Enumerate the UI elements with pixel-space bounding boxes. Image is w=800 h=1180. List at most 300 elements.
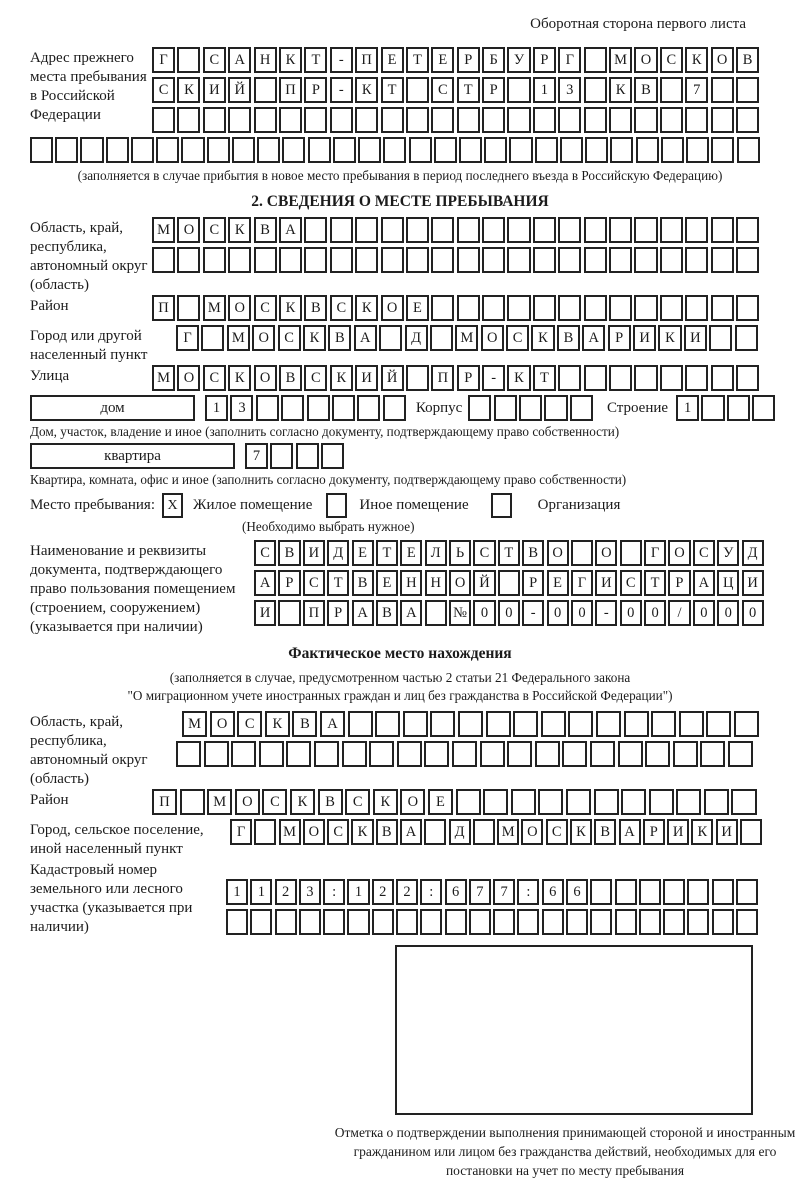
grid-cell[interactable]: И: [716, 819, 738, 845]
grid-cell[interactable]: [177, 47, 200, 73]
grid-cell[interactable]: [254, 247, 277, 273]
grid-cell[interactable]: №: [449, 600, 471, 626]
grid-cell[interactable]: [544, 395, 567, 421]
grid-cell[interactable]: 0: [498, 600, 520, 626]
grid-cell[interactable]: О: [668, 540, 690, 566]
grid-cell[interactable]: Й: [381, 365, 404, 391]
grid-cell[interactable]: [620, 540, 642, 566]
grid-cell[interactable]: [383, 395, 406, 421]
grid-cell[interactable]: Т: [457, 77, 480, 103]
grid-cell[interactable]: [594, 789, 619, 815]
grid-cell[interactable]: [609, 107, 632, 133]
grid-cell[interactable]: [660, 247, 683, 273]
grid-cell[interactable]: [709, 325, 732, 351]
grid-cell[interactable]: [355, 217, 378, 243]
grid-cell[interactable]: [596, 711, 621, 737]
grid-cell[interactable]: [177, 295, 200, 321]
grid-cell[interactable]: [397, 741, 422, 767]
grid-cell[interactable]: [651, 711, 676, 737]
grid-cell[interactable]: [704, 789, 729, 815]
grid-cell[interactable]: О: [547, 540, 569, 566]
grid-cell[interactable]: К: [303, 325, 326, 351]
grid-cell[interactable]: [585, 137, 608, 163]
grid-cell[interactable]: [482, 107, 505, 133]
grid-cell[interactable]: И: [742, 570, 764, 596]
grid-cell[interactable]: Й: [473, 570, 495, 596]
grid-cell[interactable]: [484, 137, 507, 163]
grid-cell[interactable]: [639, 909, 661, 935]
grid-cell[interactable]: [740, 819, 762, 845]
grid-cell[interactable]: [590, 741, 615, 767]
grid-cell[interactable]: В: [594, 819, 616, 845]
grid-cell[interactable]: О: [210, 711, 235, 737]
grid-cell[interactable]: [480, 741, 505, 767]
grid-cell[interactable]: [679, 711, 704, 737]
grid-cell[interactable]: А: [582, 325, 605, 351]
grid-cell[interactable]: М: [207, 789, 232, 815]
grid-cell[interactable]: О: [481, 325, 504, 351]
grid-cell[interactable]: [535, 741, 560, 767]
grid-cell[interactable]: [430, 711, 455, 737]
grid-cell[interactable]: Г: [152, 47, 175, 73]
grid-cell[interactable]: К: [177, 77, 200, 103]
grid-cell[interactable]: 0: [547, 600, 569, 626]
grid-cell[interactable]: С: [431, 77, 454, 103]
grid-cell[interactable]: Л: [425, 540, 447, 566]
grid-cell[interactable]: [685, 295, 708, 321]
grid-cell[interactable]: К: [507, 365, 530, 391]
grid-cell[interactable]: [296, 443, 319, 469]
grid-cell[interactable]: [55, 137, 78, 163]
grid-cell[interactable]: [517, 909, 539, 935]
grid-cell[interactable]: [660, 77, 683, 103]
grid-cell[interactable]: [533, 107, 556, 133]
grid-cell[interactable]: [177, 247, 200, 273]
grid-cell[interactable]: Р: [522, 570, 544, 596]
grid-cell[interactable]: 1: [533, 77, 556, 103]
grid-cell[interactable]: [314, 741, 339, 767]
checkbox-other-premises[interactable]: [326, 493, 347, 518]
grid-cell[interactable]: Е: [400, 540, 422, 566]
grid-cell[interactable]: [482, 295, 505, 321]
grid-cell[interactable]: А: [320, 711, 345, 737]
grid-cell[interactable]: Р: [457, 365, 480, 391]
grid-cell[interactable]: Т: [376, 540, 398, 566]
grid-cell[interactable]: [281, 395, 304, 421]
grid-cell[interactable]: М: [279, 819, 301, 845]
grid-cell[interactable]: [590, 909, 612, 935]
grid-cell[interactable]: П: [279, 77, 302, 103]
grid-cell[interactable]: К: [531, 325, 554, 351]
grid-cell[interactable]: М: [152, 217, 175, 243]
grid-cell[interactable]: В: [278, 540, 300, 566]
grid-cell[interactable]: И: [667, 819, 689, 845]
grid-cell[interactable]: А: [352, 600, 374, 626]
grid-cell[interactable]: [342, 741, 367, 767]
grid-cell[interactable]: [736, 77, 759, 103]
grid-cell[interactable]: [507, 107, 530, 133]
grid-cell[interactable]: [226, 909, 248, 935]
grid-cell[interactable]: [369, 741, 394, 767]
grid-cell[interactable]: [584, 47, 607, 73]
grid-cell[interactable]: Г: [571, 570, 593, 596]
grid-cell[interactable]: [609, 217, 632, 243]
grid-cell[interactable]: [278, 600, 300, 626]
grid-cell[interactable]: 6: [445, 879, 467, 905]
grid-cell[interactable]: [152, 107, 175, 133]
grid-cell[interactable]: -: [522, 600, 544, 626]
grid-cell[interactable]: О: [449, 570, 471, 596]
grid-cell[interactable]: -: [482, 365, 505, 391]
grid-cell[interactable]: О: [381, 295, 404, 321]
grid-cell[interactable]: О: [254, 365, 277, 391]
grid-cell[interactable]: [181, 137, 204, 163]
grid-cell[interactable]: С: [254, 295, 277, 321]
grid-cell[interactable]: [30, 137, 53, 163]
grid-cell[interactable]: [727, 395, 750, 421]
grid-cell[interactable]: [584, 295, 607, 321]
grid-cell[interactable]: [445, 909, 467, 935]
grid-cell[interactable]: 7: [685, 77, 708, 103]
grid-cell[interactable]: [304, 107, 327, 133]
grid-cell[interactable]: [634, 295, 657, 321]
grid-cell[interactable]: С: [304, 365, 327, 391]
grid-cell[interactable]: Г: [644, 540, 666, 566]
grid-cell[interactable]: [615, 879, 637, 905]
grid-cell[interactable]: [279, 107, 302, 133]
grid-cell[interactable]: Г: [558, 47, 581, 73]
grid-cell[interactable]: К: [279, 47, 302, 73]
grid-cell[interactable]: 1: [205, 395, 228, 421]
grid-cell[interactable]: С: [660, 47, 683, 73]
grid-cell[interactable]: [660, 365, 683, 391]
grid-cell[interactable]: [406, 77, 429, 103]
grid-cell[interactable]: К: [279, 295, 302, 321]
grid-cell[interactable]: В: [254, 217, 277, 243]
grid-cell[interactable]: [533, 247, 556, 273]
grid-cell[interactable]: 6: [566, 879, 588, 905]
grid-cell[interactable]: [228, 107, 251, 133]
grid-cell[interactable]: О: [177, 217, 200, 243]
grid-cell[interactable]: [571, 540, 593, 566]
grid-cell[interactable]: [431, 107, 454, 133]
grid-cell[interactable]: [304, 247, 327, 273]
grid-cell[interactable]: Е: [376, 570, 398, 596]
grid-cell[interactable]: И: [254, 600, 276, 626]
grid-cell[interactable]: [348, 711, 373, 737]
grid-cell[interactable]: [728, 741, 753, 767]
grid-cell[interactable]: Г: [230, 819, 252, 845]
grid-cell[interactable]: С: [254, 540, 276, 566]
grid-cell[interactable]: [372, 909, 394, 935]
grid-cell[interactable]: [566, 909, 588, 935]
grid-cell[interactable]: [660, 107, 683, 133]
grid-cell[interactable]: М: [497, 819, 519, 845]
grid-cell[interactable]: [330, 107, 353, 133]
grid-cell[interactable]: [131, 137, 154, 163]
grid-cell[interactable]: [431, 217, 454, 243]
grid-cell[interactable]: [686, 137, 709, 163]
grid-cell[interactable]: С: [237, 711, 262, 737]
grid-cell[interactable]: [533, 295, 556, 321]
grid-cell[interactable]: [735, 325, 758, 351]
grid-cell[interactable]: [645, 741, 670, 767]
grid-cell[interactable]: 0: [717, 600, 739, 626]
grid-cell[interactable]: В: [736, 47, 759, 73]
grid-cell[interactable]: [383, 137, 406, 163]
grid-cell[interactable]: [700, 741, 725, 767]
grid-cell[interactable]: [482, 247, 505, 273]
grid-cell[interactable]: [286, 741, 311, 767]
grid-cell[interactable]: М: [609, 47, 632, 73]
grid-cell[interactable]: [687, 909, 709, 935]
grid-cell[interactable]: [584, 365, 607, 391]
grid-cell[interactable]: К: [609, 77, 632, 103]
grid-cell[interactable]: [660, 295, 683, 321]
grid-cell[interactable]: [459, 137, 482, 163]
grid-cell[interactable]: [80, 137, 103, 163]
grid-cell[interactable]: Р: [304, 77, 327, 103]
grid-cell[interactable]: [381, 107, 404, 133]
grid-cell[interactable]: [308, 137, 331, 163]
grid-cell[interactable]: Т: [406, 47, 429, 73]
grid-cell[interactable]: [624, 711, 649, 737]
grid-cell[interactable]: 3: [558, 77, 581, 103]
grid-cell[interactable]: И: [355, 365, 378, 391]
grid-cell[interactable]: [424, 819, 446, 845]
grid-cell[interactable]: Е: [406, 295, 429, 321]
grid-cell[interactable]: [406, 107, 429, 133]
grid-cell[interactable]: 0: [620, 600, 642, 626]
grid-cell[interactable]: [685, 107, 708, 133]
grid-cell[interactable]: Д: [742, 540, 764, 566]
grid-cell[interactable]: К: [570, 819, 592, 845]
grid-cell[interactable]: [333, 137, 356, 163]
grid-cell[interactable]: И: [684, 325, 707, 351]
grid-cell[interactable]: П: [431, 365, 454, 391]
grid-cell[interactable]: К: [355, 77, 378, 103]
grid-cell[interactable]: К: [330, 365, 353, 391]
grid-cell[interactable]: [282, 137, 305, 163]
grid-cell[interactable]: [232, 137, 255, 163]
grid-cell[interactable]: С: [693, 540, 715, 566]
grid-cell[interactable]: [558, 107, 581, 133]
grid-cell[interactable]: [736, 365, 759, 391]
grid-cell[interactable]: О: [228, 295, 251, 321]
grid-cell[interactable]: У: [507, 47, 530, 73]
grid-cell[interactable]: [533, 217, 556, 243]
grid-cell[interactable]: К: [228, 365, 251, 391]
grid-cell[interactable]: [636, 137, 659, 163]
grid-cell[interactable]: [483, 789, 508, 815]
grid-cell[interactable]: [560, 137, 583, 163]
grid-cell[interactable]: 0: [742, 600, 764, 626]
grid-cell[interactable]: Н: [425, 570, 447, 596]
grid-cell[interactable]: О: [595, 540, 617, 566]
grid-cell[interactable]: Д: [449, 819, 471, 845]
grid-cell[interactable]: С: [203, 365, 226, 391]
grid-cell[interactable]: 7: [245, 443, 268, 469]
grid-cell[interactable]: :: [517, 879, 539, 905]
grid-cell[interactable]: О: [252, 325, 275, 351]
grid-cell[interactable]: Р: [327, 600, 349, 626]
grid-cell[interactable]: Е: [428, 789, 453, 815]
grid-cell[interactable]: [381, 247, 404, 273]
grid-cell[interactable]: [701, 395, 724, 421]
grid-cell[interactable]: С: [203, 217, 226, 243]
grid-cell[interactable]: [542, 909, 564, 935]
grid-cell[interactable]: -: [595, 600, 617, 626]
grid-cell[interactable]: [254, 107, 277, 133]
grid-cell[interactable]: М: [227, 325, 250, 351]
grid-cell[interactable]: [457, 295, 480, 321]
grid-cell[interactable]: Р: [533, 47, 556, 73]
grid-cell[interactable]: [609, 295, 632, 321]
grid-cell[interactable]: [687, 879, 709, 905]
grid-cell[interactable]: 3: [230, 395, 253, 421]
grid-cell[interactable]: 2: [275, 879, 297, 905]
grid-cell[interactable]: 3: [299, 879, 321, 905]
grid-cell[interactable]: [634, 365, 657, 391]
grid-cell[interactable]: Ц: [717, 570, 739, 596]
grid-cell[interactable]: [609, 247, 632, 273]
grid-cell[interactable]: [507, 217, 530, 243]
grid-cell[interactable]: П: [303, 600, 325, 626]
grid-cell[interactable]: [621, 789, 646, 815]
grid-cell[interactable]: К: [355, 295, 378, 321]
grid-cell[interactable]: 1: [347, 879, 369, 905]
grid-cell[interactable]: О: [634, 47, 657, 73]
grid-cell[interactable]: А: [228, 47, 251, 73]
grid-cell[interactable]: С: [327, 819, 349, 845]
grid-cell[interactable]: 2: [396, 879, 418, 905]
grid-cell[interactable]: К: [265, 711, 290, 737]
grid-cell[interactable]: [712, 879, 734, 905]
grid-cell[interactable]: М: [152, 365, 175, 391]
grid-cell[interactable]: [486, 711, 511, 737]
grid-cell[interactable]: [323, 909, 345, 935]
grid-cell[interactable]: [270, 443, 293, 469]
grid-cell[interactable]: :: [420, 879, 442, 905]
grid-cell[interactable]: [752, 395, 775, 421]
grid-cell[interactable]: [634, 217, 657, 243]
grid-cell[interactable]: [498, 570, 520, 596]
grid-cell[interactable]: [634, 247, 657, 273]
grid-cell[interactable]: [661, 137, 684, 163]
grid-cell[interactable]: С: [152, 77, 175, 103]
grid-cell[interactable]: [203, 107, 226, 133]
grid-cell[interactable]: М: [182, 711, 207, 737]
grid-cell[interactable]: [519, 395, 542, 421]
grid-cell[interactable]: В: [376, 600, 398, 626]
grid-cell[interactable]: [541, 711, 566, 737]
grid-cell[interactable]: Р: [457, 47, 480, 73]
grid-cell[interactable]: [507, 295, 530, 321]
grid-cell[interactable]: Т: [533, 365, 556, 391]
grid-cell[interactable]: С: [278, 325, 301, 351]
grid-cell[interactable]: [736, 909, 758, 935]
grid-cell[interactable]: С: [330, 295, 353, 321]
grid-cell[interactable]: В: [557, 325, 580, 351]
grid-cell[interactable]: [207, 137, 230, 163]
grid-cell[interactable]: [434, 137, 457, 163]
grid-cell[interactable]: [535, 137, 558, 163]
grid-cell[interactable]: О: [303, 819, 325, 845]
grid-cell[interactable]: [431, 295, 454, 321]
grid-cell[interactable]: В: [318, 789, 343, 815]
grid-cell[interactable]: И: [595, 570, 617, 596]
grid-cell[interactable]: 7: [469, 879, 491, 905]
grid-cell[interactable]: [558, 295, 581, 321]
grid-cell[interactable]: [299, 909, 321, 935]
grid-cell[interactable]: О: [235, 789, 260, 815]
grid-cell[interactable]: С: [620, 570, 642, 596]
grid-cell[interactable]: [513, 711, 538, 737]
grid-cell[interactable]: С: [303, 570, 325, 596]
grid-cell[interactable]: [610, 137, 633, 163]
grid-cell[interactable]: 0: [571, 600, 593, 626]
grid-cell[interactable]: П: [152, 789, 177, 815]
grid-cell[interactable]: В: [352, 570, 374, 596]
grid-cell[interactable]: [355, 247, 378, 273]
grid-cell[interactable]: [663, 909, 685, 935]
grid-cell[interactable]: [634, 107, 657, 133]
grid-cell[interactable]: [584, 247, 607, 273]
grid-cell[interactable]: [406, 217, 429, 243]
grid-cell[interactable]: [538, 789, 563, 815]
grid-cell[interactable]: [711, 295, 734, 321]
grid-cell[interactable]: [494, 395, 517, 421]
grid-cell[interactable]: [406, 247, 429, 273]
grid-cell[interactable]: [430, 325, 453, 351]
grid-cell[interactable]: 0: [473, 600, 495, 626]
grid-cell[interactable]: [424, 741, 449, 767]
grid-cell[interactable]: [156, 137, 179, 163]
grid-cell[interactable]: [609, 365, 632, 391]
grid-cell[interactable]: [106, 137, 129, 163]
grid-cell[interactable]: [736, 107, 759, 133]
grid-cell[interactable]: [570, 395, 593, 421]
grid-cell[interactable]: Р: [608, 325, 631, 351]
grid-cell[interactable]: Д: [405, 325, 428, 351]
grid-cell[interactable]: А: [693, 570, 715, 596]
grid-cell[interactable]: В: [328, 325, 351, 351]
grid-cell[interactable]: Р: [482, 77, 505, 103]
grid-cell[interactable]: [618, 741, 643, 767]
grid-cell[interactable]: Т: [304, 47, 327, 73]
grid-cell[interactable]: [482, 217, 505, 243]
grid-cell[interactable]: [431, 247, 454, 273]
grid-cell[interactable]: [736, 295, 759, 321]
grid-cell[interactable]: [177, 107, 200, 133]
grid-cell[interactable]: [685, 365, 708, 391]
grid-cell[interactable]: Г: [176, 325, 199, 351]
grid-cell[interactable]: К: [658, 325, 681, 351]
grid-cell[interactable]: [279, 247, 302, 273]
grid-cell[interactable]: [473, 819, 495, 845]
grid-cell[interactable]: Н: [400, 570, 422, 596]
grid-cell[interactable]: А: [354, 325, 377, 351]
grid-cell[interactable]: 7: [493, 879, 515, 905]
grid-cell[interactable]: П: [152, 295, 175, 321]
grid-cell[interactable]: [736, 879, 758, 905]
grid-cell[interactable]: [639, 879, 661, 905]
grid-cell[interactable]: К: [228, 217, 251, 243]
grid-cell[interactable]: [228, 247, 251, 273]
grid-cell[interactable]: [458, 711, 483, 737]
grid-cell[interactable]: [737, 137, 760, 163]
grid-cell[interactable]: [736, 247, 759, 273]
